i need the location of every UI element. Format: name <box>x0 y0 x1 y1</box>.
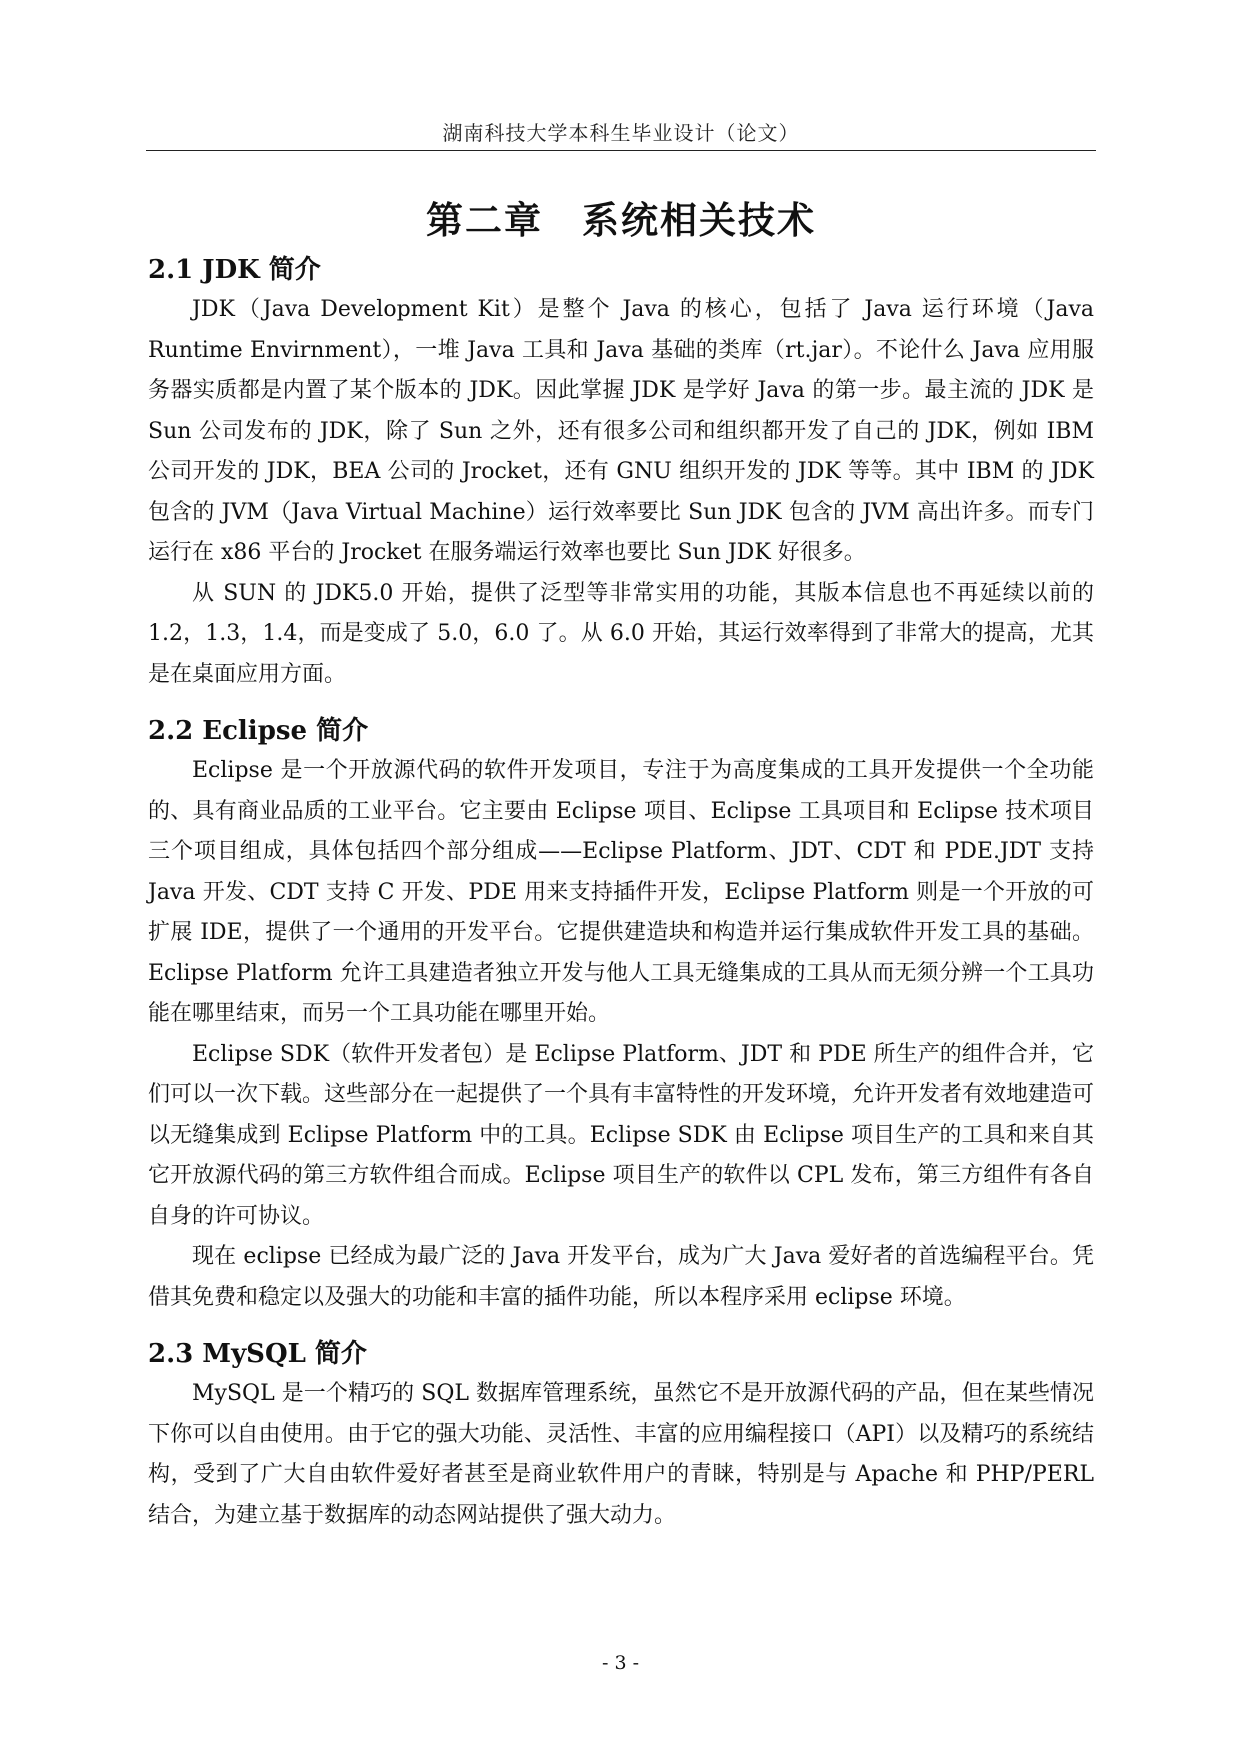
running-header: 湖南科技大学本科生毕业设计（论文） <box>442 121 800 145</box>
section-jdk <box>148 250 1094 695</box>
section-eclipse <box>148 711 1094 1318</box>
section-mysql <box>148 1334 1094 1536</box>
paragraph: 现在 eclipse 已经成为最广泛的 Java 开发平台，成为广大 Java 爱好者的首选编程平台。凭借其免费和稳定以及强大的功能和丰富的插件功能，所以本程序采用 eclipse 环境。 <box>148 1244 1094 1310</box>
body-content <box>148 250 1094 1536</box>
paragraph: Eclipse SDK（软件开发者包）是 Eclipse Platform、JDT 和 PDE 所生产的组件合并，它们可以一次下载。这些部分在一起提供了一个具有丰富特性的开发环境，允许开发者有效地建造可以无缝集成到 Eclipse Platform 中的工具。Eclipse SDK 由 Eclipse 项目生产的工具和来自其它开放源代码的第三方软件组合而成。Eclipse 项目生产的软件以 CPL 发布，第三方组件有各自自身的许可协议。 <box>148 1041 1095 1229</box>
paragraph: 从 SUN 的 JDK5.0 开始，提供了泛型等非常实用的功能，其版本信息也不再延续以前的 1.2，1.3，1.4，而是变成了 5.0，6.0 了。从 6.0 开始，其运行效率得到了非常大的提高，尤其是在桌面应用方面。 <box>148 580 1094 687</box>
header-rule <box>146 150 1096 151</box>
paragraph: MySQL 是一个精巧的 SQL 数据库管理系统，虽然它不是开放源代码的产品，但在某些情况下你可以自由使用。由于它的强大功能、灵活性、丰富的应用编程接口（API）以及精巧的系统结构，受到了广大自由软件爱好者甚至是商业软件用户的青睐，特别是与 Apache 和 PHP/PERL 结合，为建立基于数据库的动态网站提供了强大动力。 <box>148 1381 1094 1528</box>
section-heading: 2.3 MySQL 简介 <box>148 1339 367 1369</box>
page-number: - 3 - <box>601 1652 639 1674</box>
section-heading: 2.2 Eclipse 简介 <box>148 716 369 746</box>
section-heading: 2.1 JDK 简介 <box>148 255 321 285</box>
paragraph: JDK（Java Development Kit）是整个 Java 的核心，包括了 Java 运行环境（Java Runtime Envirnment），一堆 Java 工具和 Java 基础的类库（rt.jar）。不论什么 Java 应用服务器实质都是内置了某个版本的 JDK。因此掌握 JDK 是学好 Java 的第一步。最主流的 JDK 是 Sun 公司发布的 JDK，除了 Sun 之外，还有很多公司和组织都开发了自己的 JDK，例如 IBM 公司开发的 JDK，BEA 公司的 Jrocket，还有 GNU 组织开发的 JDK 等等。其中 IBM 的 JDK 包含的 JVM（Java Virtual Machine）运行效率要比 Sun JDK 包含的 JVM 高出许多。而专门运行在 x86 平台的 Jrocket 在服务端运行效率也要比 Sun JDK 好很多。 <box>148 297 1094 565</box>
paragraph: Eclipse 是一个开放源代码的软件开发项目，专注于为高度集成的工具开发提供一个全功能的、具有商业品质的工业平台。它主要由 Eclipse 项目、Eclipse 工具项目和 Eclipse 技术项目三个项目组成，具体包括四个部分组成——Eclipse Platform、JDT、CDT 和 PDE.JDT 支持 Java 开发、CDT 支持 C 开发、PDE 用来支持插件开发，Eclipse Platform 则是一个开放的可扩展 IDE，提供了一个通用的开发平台。它提供建造块和构造并运行集成软件开发工具的基础。Eclipse Platform 允许工具建造者独立开发与他人工具无缝集成的工具从而无须分辨一个工具功能在哪里结束，而另一个工具功能在哪里开始。 <box>148 758 1094 1026</box>
chapter-title: 第二章 系统相关技术 <box>426 198 816 242</box>
